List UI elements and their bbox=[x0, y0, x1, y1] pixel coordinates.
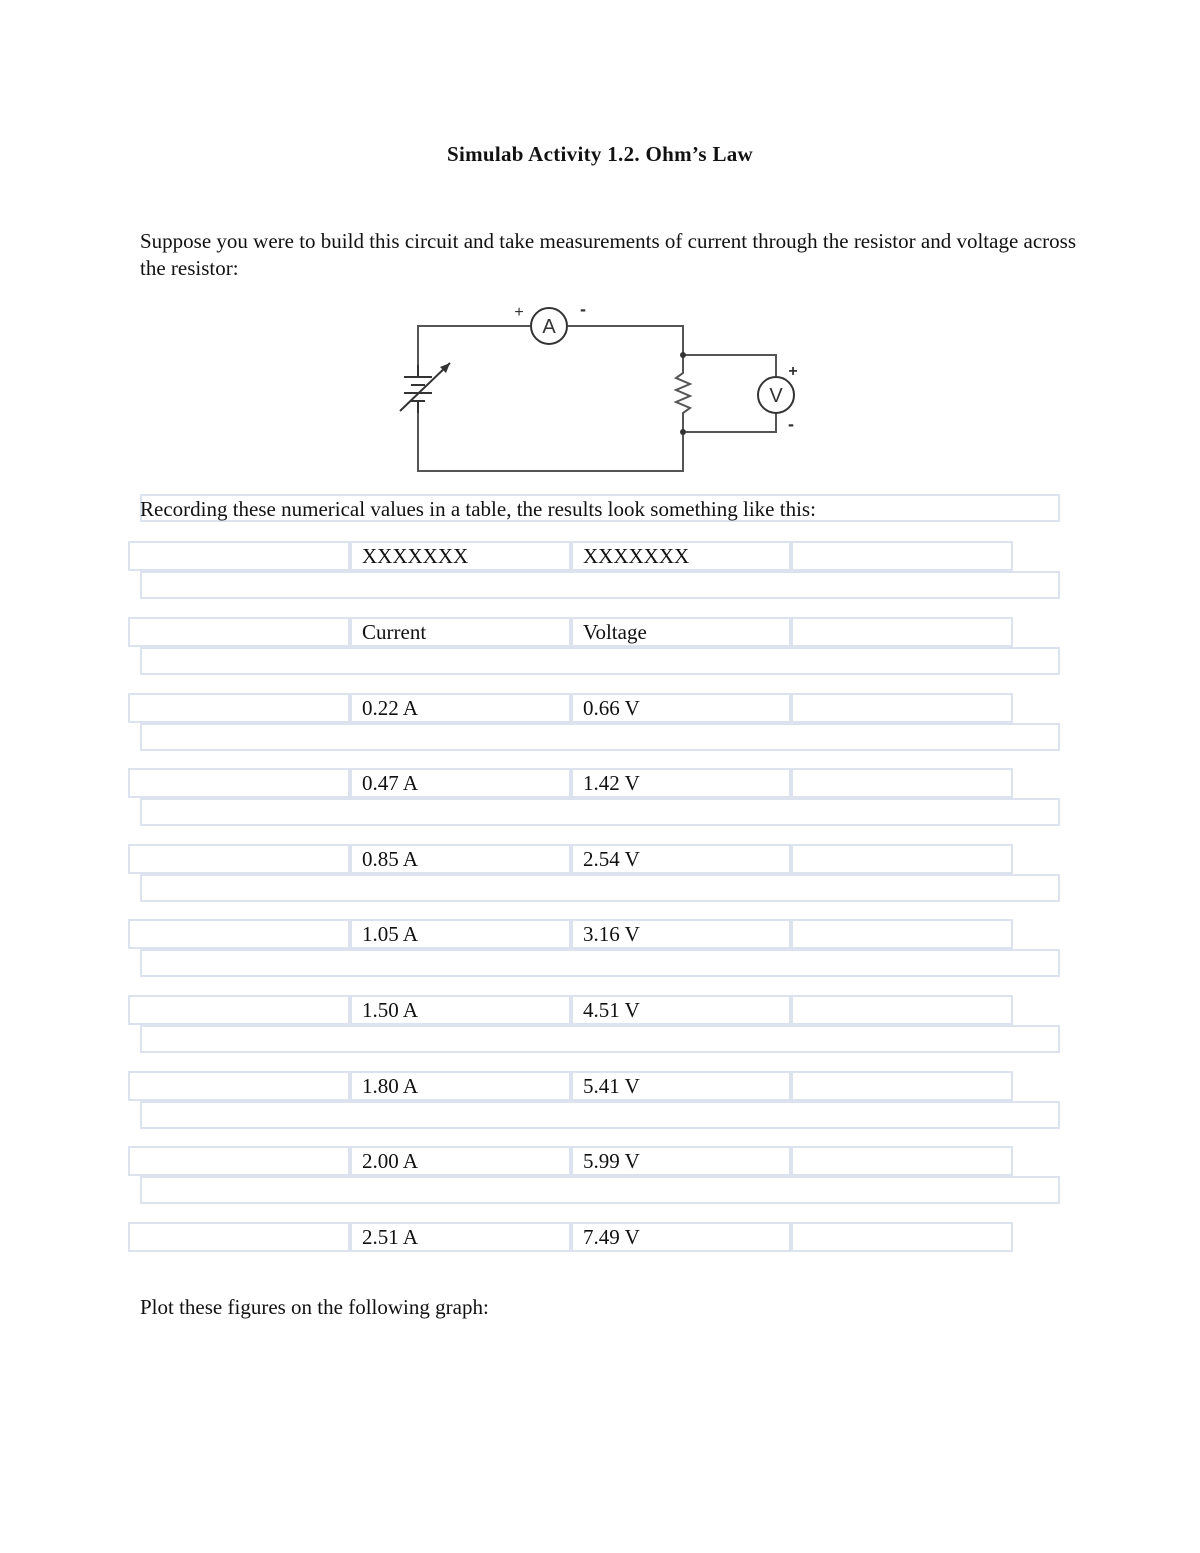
ammeter-minus-sign: - bbox=[580, 299, 586, 319]
blank-field[interactable] bbox=[140, 798, 1060, 826]
table-cell[interactable] bbox=[128, 1222, 350, 1252]
blank-field[interactable] bbox=[140, 1101, 1060, 1129]
voltage-value[interactable]: 0.66 V bbox=[571, 693, 791, 723]
voltage-value[interactable]: 7.49 V bbox=[571, 1222, 791, 1252]
ammeter-label: A bbox=[542, 316, 556, 338]
blank-field[interactable] bbox=[140, 723, 1060, 751]
table-cell[interactable]: XXXXXXX bbox=[571, 541, 791, 571]
voltmeter-label: V bbox=[769, 385, 783, 407]
table-cell[interactable]: XXXXXXX bbox=[350, 541, 571, 571]
table-cell[interactable] bbox=[128, 995, 350, 1025]
table-cell[interactable] bbox=[128, 919, 350, 949]
resistor bbox=[676, 365, 690, 432]
wire-voltmeter-top bbox=[683, 355, 776, 376]
junction-dot bbox=[680, 352, 686, 358]
table-cell[interactable] bbox=[791, 995, 1013, 1025]
table-cell[interactable] bbox=[791, 1222, 1013, 1252]
table-cell[interactable] bbox=[128, 693, 350, 723]
blank-field[interactable] bbox=[140, 1176, 1060, 1204]
voltage-value[interactable]: 1.42 V bbox=[571, 768, 791, 798]
voltage-value[interactable]: 3.16 V bbox=[571, 919, 791, 949]
current-value[interactable]: 1.50 A bbox=[350, 995, 571, 1025]
circuit-diagram bbox=[380, 295, 820, 480]
current-value[interactable]: 2.00 A bbox=[350, 1146, 571, 1176]
wire-top-left bbox=[418, 326, 530, 365]
plot-instruction: Plot these figures on the following graph: bbox=[140, 1295, 489, 1319]
table-cell[interactable] bbox=[128, 541, 350, 571]
ammeter-plus-sign: + bbox=[514, 304, 524, 321]
table-cell[interactable] bbox=[128, 844, 350, 874]
blank-field[interactable] bbox=[140, 647, 1060, 675]
junction-dot bbox=[680, 429, 686, 435]
current-value[interactable]: 2.51 A bbox=[350, 1222, 571, 1252]
intro-paragraph: Suppose you were to build this circuit and take measurements of current through the resistor and voltage across the resistor: bbox=[140, 229, 1076, 280]
table-intro-text: Recording these numerical values in a table, the results look something like this: bbox=[140, 497, 816, 521]
table-cell[interactable] bbox=[128, 617, 350, 647]
table-cell[interactable] bbox=[791, 1146, 1013, 1176]
voltage-value[interactable]: 5.99 V bbox=[571, 1146, 791, 1176]
blank-field[interactable] bbox=[140, 874, 1060, 902]
variable-battery-icon bbox=[400, 363, 450, 413]
wire-top-right bbox=[568, 326, 683, 365]
voltmeter-minus-sign: - bbox=[788, 414, 794, 434]
table-cell[interactable] bbox=[791, 617, 1013, 647]
current-value[interactable]: 0.85 A bbox=[350, 844, 571, 874]
table-cell[interactable] bbox=[791, 693, 1013, 723]
table-cell[interactable] bbox=[128, 1146, 350, 1176]
blank-field[interactable] bbox=[140, 571, 1060, 599]
voltage-value[interactable]: 4.51 V bbox=[571, 995, 791, 1025]
table-cell[interactable] bbox=[791, 541, 1013, 571]
wire-voltmeter-bottom bbox=[683, 413, 776, 432]
current-value[interactable]: 0.47 A bbox=[350, 768, 571, 798]
table-cell[interactable] bbox=[128, 1071, 350, 1101]
voltage-value[interactable]: 5.41 V bbox=[571, 1071, 791, 1101]
column-header-voltage[interactable]: Voltage bbox=[571, 617, 791, 647]
voltmeter-plus-sign: + bbox=[788, 363, 798, 380]
page-title: Simulab Activity 1.2. Ohm’s Law bbox=[446, 142, 754, 166]
column-header-current[interactable]: Current bbox=[350, 617, 571, 647]
current-value[interactable]: 1.80 A bbox=[350, 1071, 571, 1101]
table-cell[interactable] bbox=[791, 919, 1013, 949]
current-value[interactable]: 0.22 A bbox=[350, 693, 571, 723]
blank-field[interactable] bbox=[140, 949, 1060, 977]
table-cell[interactable] bbox=[791, 844, 1013, 874]
wire-bottom bbox=[418, 413, 683, 471]
table-cell[interactable] bbox=[791, 1071, 1013, 1101]
table-cell[interactable] bbox=[791, 768, 1013, 798]
table-cell[interactable] bbox=[128, 768, 350, 798]
current-value[interactable]: 1.05 A bbox=[350, 919, 571, 949]
voltage-value[interactable]: 2.54 V bbox=[571, 844, 791, 874]
blank-field[interactable] bbox=[140, 1025, 1060, 1053]
